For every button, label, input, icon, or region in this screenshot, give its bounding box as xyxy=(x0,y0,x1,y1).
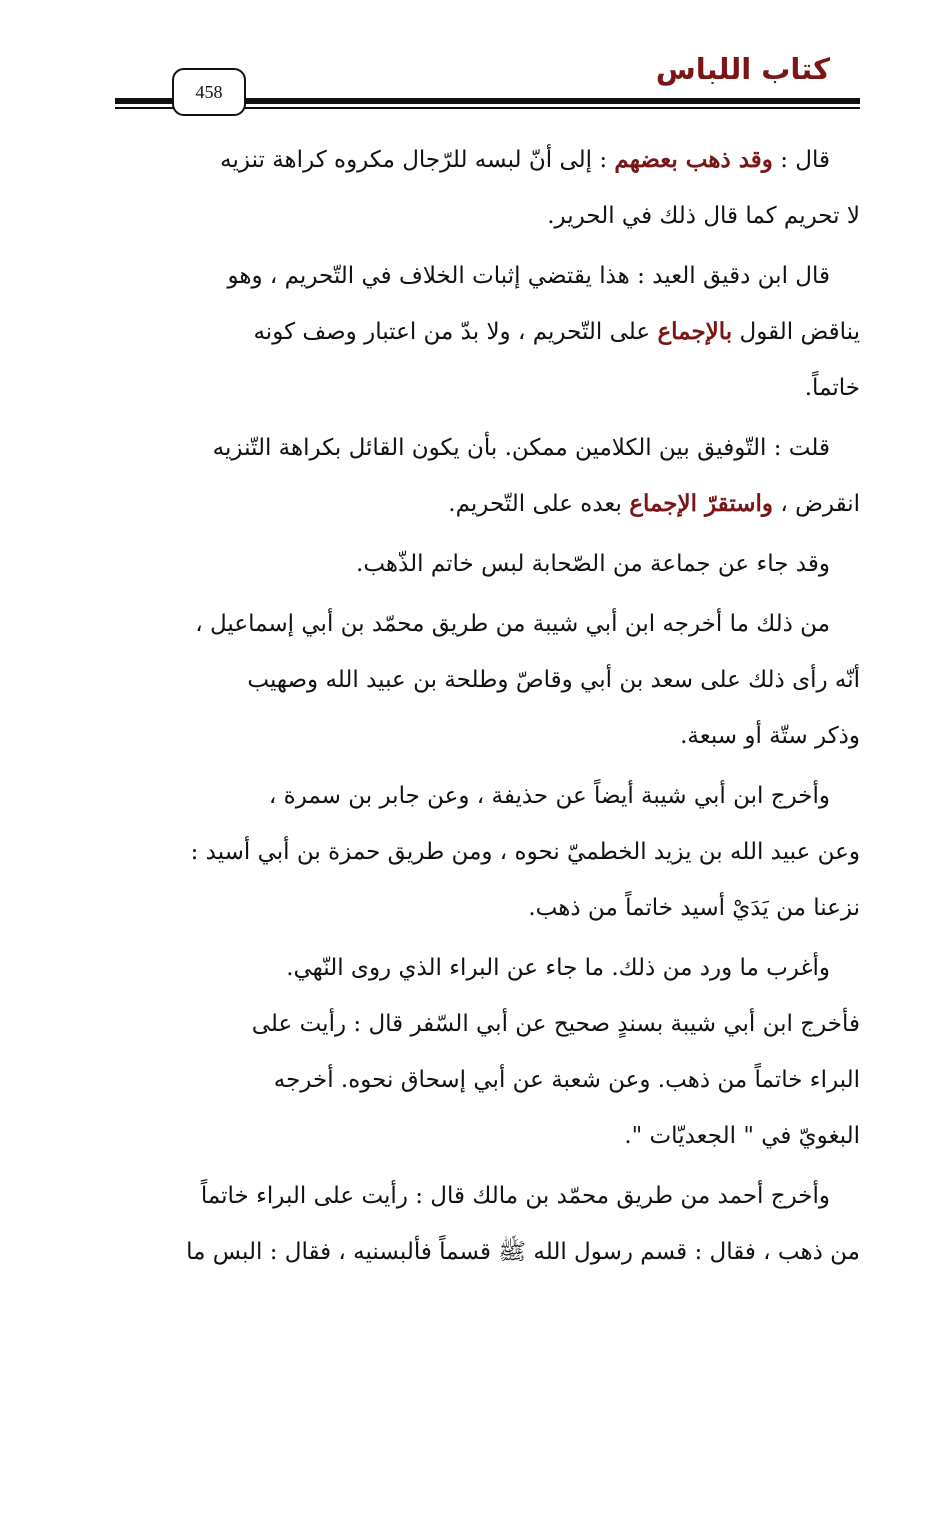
highlighted-phrase: بالإجماع xyxy=(657,318,733,345)
text-line xyxy=(115,420,860,476)
text-line xyxy=(115,132,860,188)
line-text: يناقض القول xyxy=(732,319,860,345)
line-text: لا تحريم كما قال ذلك في الحرير. xyxy=(547,203,860,229)
paragraph xyxy=(115,596,860,764)
line-text: قال ابن دقيق العيد : هذا يقتضي إثبات الخلاف في التّحريم ، وهو xyxy=(227,263,830,289)
text-line xyxy=(115,652,860,708)
line-text: خاتماً. xyxy=(804,375,860,401)
text-line xyxy=(115,304,860,360)
text-line xyxy=(115,1052,860,1108)
page-number: 458 xyxy=(195,81,223,102)
text-line xyxy=(115,596,860,652)
text-line xyxy=(115,880,860,936)
page-number-badge xyxy=(172,68,246,116)
line-text: البراء خاتماً من ذهب. وعن شعبة عن أبي إسحاق نحوه. أخرجه xyxy=(273,1067,860,1093)
line-text: من ذهب ، فقال : قسم رسول الله ﷺ قسماً فألبسنيه ، فقال : البس ما xyxy=(186,1239,860,1265)
text-line xyxy=(115,1224,860,1280)
paragraph xyxy=(115,1168,860,1280)
text-line xyxy=(115,476,860,532)
text-line xyxy=(115,536,860,592)
line-text: على التّحريم ، ولا بدّ من اعتبار وصف كونه xyxy=(253,319,658,345)
text-line xyxy=(115,708,860,764)
line-text: قال : xyxy=(772,147,830,173)
line-text: انقرض ، xyxy=(773,491,860,517)
line-text: وعن عبيد الله بن يزيد الخطميّ نحوه ، ومن طريق حمزة بن أبي أسيد : xyxy=(190,839,860,865)
text-line xyxy=(115,768,860,824)
line-text: من ذلك ما أخرجه ابن أبي شيبة من طريق محمّد بن أبي إسماعيل ، xyxy=(195,611,830,637)
line-text: وأخرج ابن أبي شيبة أيضاً عن حذيفة ، وعن جابر بن سمرة ، xyxy=(268,783,830,809)
line-text: وقد جاء عن جماعة من الصّحابة لبس خاتم الذّهب. xyxy=(356,551,830,577)
page-header xyxy=(0,0,945,130)
paragraph xyxy=(115,940,860,1164)
line-text: فأخرج ابن أبي شيبة بسندٍ صحيح عن أبي السّفر قال : رأيت على xyxy=(251,1011,860,1037)
page-body xyxy=(115,132,860,1280)
paragraph xyxy=(115,420,860,532)
text-line xyxy=(115,188,860,244)
highlighted-phrase: واستقرّ الإجماع xyxy=(629,490,774,517)
paragraph xyxy=(115,248,860,416)
line-text: البغويّ في " الجعديّات ". xyxy=(624,1123,860,1149)
line-text: نزعنا من يَدَيْ أسيد خاتماً من ذهب. xyxy=(528,895,860,921)
line-text: : إلى أنّ لبسه للرّجال مكروه كراهة تنزيه xyxy=(220,147,615,173)
line-text: بعده على التّحريم. xyxy=(448,491,630,517)
line-text: قلت : التّوفيق بين الكلامين ممكن. بأن يكون القائل بكراهة التّنزيه xyxy=(212,435,830,461)
paragraph xyxy=(115,536,860,592)
line-text: وأغرب ما ورد من ذلك. ما جاء عن البراء الذي روى النّهي. xyxy=(286,955,830,981)
text-line xyxy=(115,1108,860,1164)
text-line xyxy=(115,360,860,416)
highlighted-phrase: وقد ذهب بعضهم xyxy=(614,146,773,173)
line-text: وأخرج أحمد من طريق محمّد بن مالك قال : رأيت على البراء خاتماً xyxy=(200,1183,830,1209)
paragraph xyxy=(115,132,860,244)
line-text: أنّه رأى ذلك على سعد بن أبي وقاصّ وطلحة بن عبيد الله وصهيب xyxy=(247,667,860,693)
book-title: كتاب اللباس xyxy=(655,52,830,86)
text-line xyxy=(115,824,860,880)
text-line xyxy=(115,940,860,996)
text-line xyxy=(115,996,860,1052)
text-line xyxy=(115,248,860,304)
paragraph xyxy=(115,768,860,936)
line-text: وذكر ستّة أو سبعة. xyxy=(680,723,860,749)
text-line xyxy=(115,1168,860,1224)
